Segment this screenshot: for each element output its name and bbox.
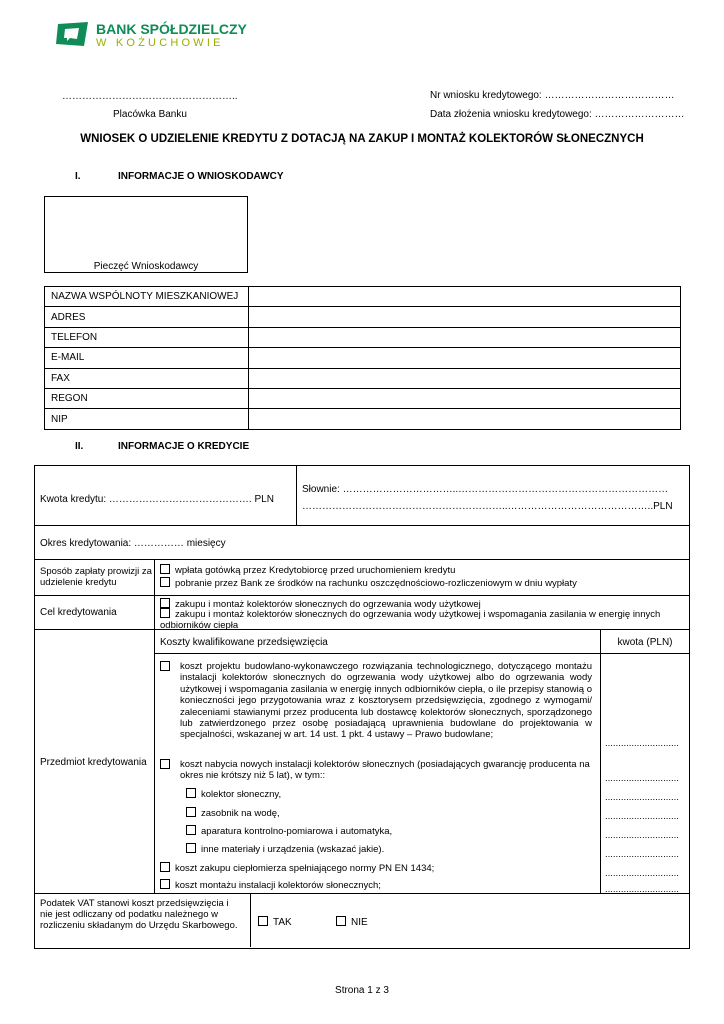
community-name-field[interactable] (249, 287, 681, 307)
amount-header: kwota (PLN) (617, 637, 673, 648)
row-label-nip: NIP (45, 409, 249, 429)
cost-mount-label: koszt montażu instalacji kolektorów słonecznych; (175, 880, 381, 891)
fee-option-account[interactable] (160, 577, 577, 589)
row-label-regon: REGON (45, 388, 249, 408)
row-label-email: E-MAIL (45, 348, 249, 368)
vat-label: Podatek VAT stanowi koszt przedsięwzięcia i nie jest odliczany od podatku należnego w rozliczeniu składanym do Urzędu Skarbowego. (40, 898, 238, 931)
fee-option-cash-label: wpłata gotówką przez Kredytobiorcę przed uruchomieniem kredytu (175, 565, 456, 576)
row-label-address: ADRES (45, 307, 249, 327)
credit-amount-field[interactable]: Kwota kredytu: ……………………………………. PLN (40, 494, 274, 505)
page-title: WNIOSEK O UDZIELENIE KREDYTU Z DOTACJĄ NA ZAKUP I MONTAŻ KOLEKTORÓW SŁONECZNYCH (80, 133, 644, 145)
nip-field[interactable] (249, 409, 681, 429)
cost-mount[interactable] (160, 879, 381, 891)
address-field[interactable] (249, 307, 681, 327)
table-row (45, 307, 681, 327)
checkbox[interactable] (186, 807, 196, 817)
checkbox[interactable] (160, 564, 170, 574)
checkbox[interactable] (186, 843, 196, 853)
sub-item-collector-label: kolektor słoneczny, (201, 789, 282, 800)
checkbox[interactable] (336, 916, 346, 926)
row-label-community: NAZWA WSPÓLNOTY MIESZKANIOWEJ (45, 287, 249, 307)
divider (296, 465, 297, 525)
checkbox[interactable] (186, 788, 196, 798)
purpose-option-water-label: zakupu i montaż kolektorów słonecznych do ogrzewania wody użytkowej (175, 599, 481, 610)
bank-city: W KOŻUCHOWIE (96, 37, 224, 49)
cost-meter[interactable] (160, 862, 434, 874)
section-1-number: I. (75, 171, 81, 182)
application-number[interactable]: Nr wniosku kredytowego: ………………………………… (430, 90, 675, 101)
bank-name: BANK SPÓŁDZIELCZY (96, 21, 247, 37)
amount-other[interactable]: ............................ (605, 849, 679, 860)
costs-header: Koszty kwalifikowane przedsięwzięcia (160, 637, 328, 648)
table-row (45, 327, 681, 347)
email-field[interactable] (249, 348, 681, 368)
amount-meter[interactable]: ............................ (605, 868, 679, 879)
checkbox[interactable] (160, 608, 170, 618)
section-2-number: II. (75, 441, 84, 452)
divider (34, 525, 690, 526)
fee-option-cash[interactable] (160, 564, 455, 576)
sub-item-automation-label: aparatura kontrolno-pomiarowa i automatyka, (201, 826, 393, 837)
phone-field[interactable] (249, 327, 681, 347)
section-2-title: INFORMACJE O KREDYCIE (118, 441, 250, 452)
stamp-label: Pieczęć Wnioskodawcy (93, 261, 199, 272)
table-row (45, 368, 681, 388)
fax-field[interactable] (249, 368, 681, 388)
amount-install[interactable]: ............................ (605, 773, 679, 784)
sub-item-automation[interactable] (186, 825, 392, 837)
divider (154, 559, 155, 893)
amount-project[interactable]: ............................ (605, 738, 679, 749)
purpose-option-water-heating-label: zakupu i montaż kolektorów słonecznych do ogrzewania wody użytkowej i wspomagania zasilania w energię innych odbiorników ciepła (160, 609, 661, 631)
sub-item-tank[interactable] (186, 807, 280, 819)
checkbox[interactable] (160, 879, 170, 889)
cost-project-text: koszt projektu budowlano-wykonawczego rozwiązania technologicznego, dotyczącego montażu instalacji kolektorów słonecznych do ogrzewania wody użytkowej albo do ogrzewania wody użytkowej i wspomagania zasilania w energię innych odbiorników ciepła, o ile przepisy stanowią o konieczności jego przygotowania wraz z kosztorysem przedsięwzięcia, zgodnego z wymogami/ zaleceniami stawianymi przez producenta lub dostawcę kolektorów słonecznych, sporządzonego lub zatwierdzonego przez osobę posiadającą uprawnienia budowlane do projektowania w specjalności, wskazanej w art. 14 ust. 1 pkt. 4 ustawy – Prawo budowlane; (180, 661, 592, 741)
table-row (45, 348, 681, 368)
purpose-label: Cel kredytowania (40, 607, 117, 618)
branch-dots: …………………………………………….. (62, 91, 238, 102)
table-row (45, 409, 681, 429)
amount-mount[interactable]: ............................ (605, 884, 679, 895)
vat-no-label: NIE (351, 917, 368, 928)
amount-in-words-line-1[interactable]: Słownie: ……………………………..……………………………………………………… (302, 484, 669, 495)
cost-install-text: koszt nabycia nowych instalacji kolektorów słonecznych (posiadających gwarancję producenta na okres nie krótszy niż 5 lat), w tym:: (180, 759, 590, 781)
cost-meter-label: koszt zakupu ciepłomierza spełniającego normy PN EN 1434; (175, 863, 435, 874)
fee-option-account-label: pobranie przez Bank ze środków na rachunku oszczędnościowo-rozliczeniowym w dniu wypłaty (175, 578, 577, 589)
divider (250, 893, 251, 947)
checkbox[interactable] (258, 916, 268, 926)
divider (600, 629, 601, 893)
checkbox[interactable] (160, 661, 170, 671)
table-row (45, 287, 681, 307)
checkbox[interactable] (186, 825, 196, 835)
vat-no[interactable] (336, 916, 368, 929)
page-number: Strona 1 z 3 (335, 985, 389, 996)
divider (154, 653, 690, 654)
bank-logo-icon (54, 20, 94, 50)
subject-label: Przedmiot kredytowania (40, 757, 147, 768)
checkbox[interactable] (160, 598, 170, 608)
bank-logo (54, 20, 254, 54)
applicant-stamp-box[interactable] (44, 196, 248, 273)
regon-field[interactable] (249, 388, 681, 408)
checkbox[interactable] (160, 759, 170, 769)
sub-item-tank-label: zasobnik na wodę, (201, 808, 280, 819)
section-1-title: INFORMACJE O WNIOSKODAWCY (118, 171, 284, 182)
purpose-option-water-heating[interactable] (160, 608, 686, 631)
divider (34, 893, 690, 894)
fee-payment-label: Sposób zapłaty prowizji za udzielenie kredytu (40, 566, 152, 588)
branch-label: Placówka Banku (113, 109, 187, 120)
credit-period-field[interactable]: Okres kredytowania: …………… miesięcy (40, 538, 226, 549)
application-date[interactable]: Data złożenia wniosku kredytowego: ……………………… (430, 109, 685, 120)
table-row (45, 388, 681, 408)
amount-collector[interactable]: ............................ (605, 792, 679, 803)
credit-form (34, 465, 690, 949)
amount-in-words-line-2[interactable]: ……………………………………………………..……………………………………..PLN (302, 501, 673, 512)
vat-yes[interactable] (258, 916, 292, 929)
row-label-phone: TELEFON (45, 327, 249, 347)
divider (34, 595, 690, 596)
sub-item-collector[interactable] (186, 788, 281, 800)
amount-automation[interactable]: ............................ (605, 830, 679, 841)
sub-item-other[interactable] (186, 843, 384, 855)
checkbox[interactable] (160, 862, 170, 872)
vat-yes-label: TAK (273, 917, 292, 928)
divider (34, 559, 690, 560)
row-label-fax: FAX (45, 368, 249, 388)
checkbox[interactable] (160, 577, 170, 587)
applicant-table (44, 286, 681, 430)
sub-item-other-label: inne materiały i urządzenia (wskazać jakie). (201, 844, 385, 855)
amount-tank[interactable]: ............................ (605, 811, 679, 822)
